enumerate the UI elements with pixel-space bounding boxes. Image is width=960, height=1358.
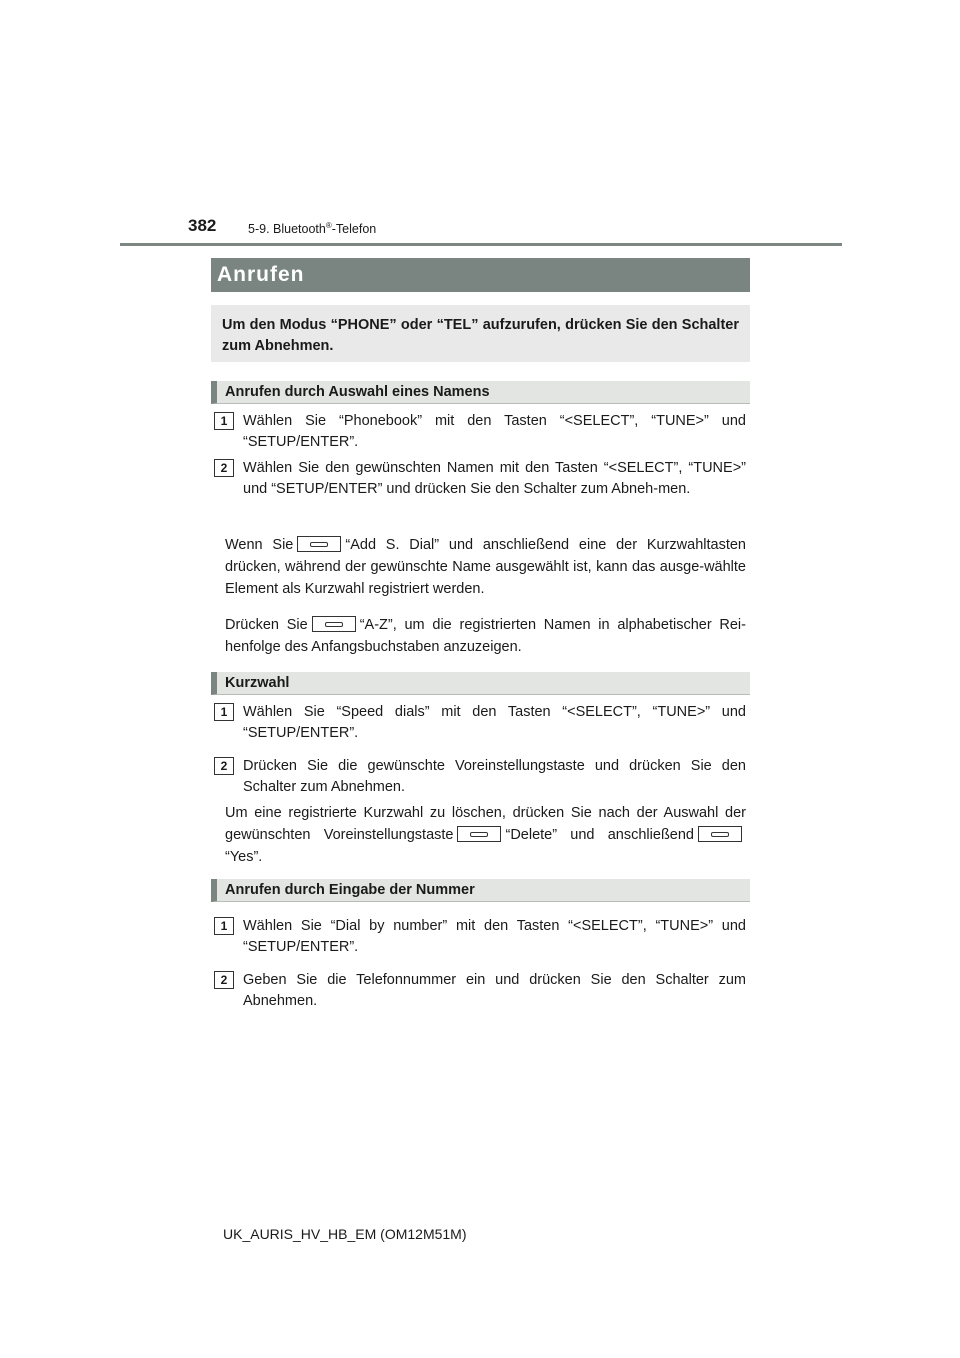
step-item (214, 756, 746, 798)
step-text: Wählen Sie “Dial by number” mit den Tasten “<SELECT”, “TUNE>” und “SETUP/ENTER”. (243, 918, 746, 955)
intro-box: Um den Modus “PHONE” oder “TEL” aufzurufen, drücken Sie den Schalter zum Abnehmen. (211, 305, 750, 362)
step-text: Wählen Sie “Phonebook” mit den Tasten “<SELECT”, “TUNE>” und “SETUP/ENTER”. (243, 413, 746, 450)
note-az-sort: Drücken Sie “A-Z”, um die registrierten Namen in alphabetischer Rei-henfolge des Anfangsbuchstaben anzuzeigen. (225, 617, 746, 655)
note-add-speed-dial: Wenn Sie “Add S. Dial” und anschließend eine der Kurzwahltasten drücken, während der gewünschte Name ausgewählt ist, kann das ausge-wählte Element als Kurzwahl registriert werden. (225, 537, 746, 597)
phone-button-icon (312, 616, 356, 632)
step-number: 1 (214, 917, 234, 935)
step-item (214, 702, 746, 744)
step-number: 1 (214, 412, 234, 430)
note-delete-speed-dial: Um eine registrierte Kurzwahl zu löschen, drücken Sie nach der Auswahl der gewünschten Voreinstellungstaste “Delete” und anschließend“Yes”. (225, 805, 746, 865)
page-number: 382 (188, 216, 217, 235)
page-title: Anrufen (211, 258, 750, 292)
step-item (214, 916, 746, 958)
phone-button-icon (297, 536, 341, 552)
phone-button-icon (457, 826, 501, 842)
phone-button-icon (698, 826, 742, 842)
step-text: Geben Sie die Telefonnummer ein und drücken Sie den Schalter zum Abnehmen. (243, 972, 746, 1009)
footer-code: UK_AURIS_HV_HB_EM (OM12M51M) (223, 1226, 467, 1242)
step-text: Wählen Sie “Speed dials” mit den Tasten “<SELECT”, “TUNE>” und “SETUP/ENTER”. (243, 704, 746, 741)
step-number: 2 (214, 459, 234, 477)
section-heading-name: Anrufen durch Auswahl eines Namens (211, 381, 750, 404)
section-heading-speed-dial: Kurzwahl (211, 672, 750, 695)
section-label: 5-9. Bluetooth®-Telefon (248, 221, 377, 237)
step-number: 2 (214, 757, 234, 775)
step-item (214, 411, 746, 453)
step-text: Drücken Sie die gewünschte Voreinstellungstaste und drücken Sie den Schalter zum Abnehmen. (243, 758, 746, 795)
section-heading-dial-number: Anrufen durch Eingabe der Nummer (211, 879, 750, 902)
step-number: 1 (214, 703, 234, 721)
step-number: 2 (214, 971, 234, 989)
step-item (214, 970, 746, 1012)
step-text: Wählen Sie den gewünschten Namen mit den Tasten “<SELECT”, “TUNE>” und “SETUP/ENTER” und drücken Sie den Schalter zum Abneh-men. (243, 460, 746, 497)
step-item (214, 458, 746, 500)
header-rule (120, 243, 842, 246)
